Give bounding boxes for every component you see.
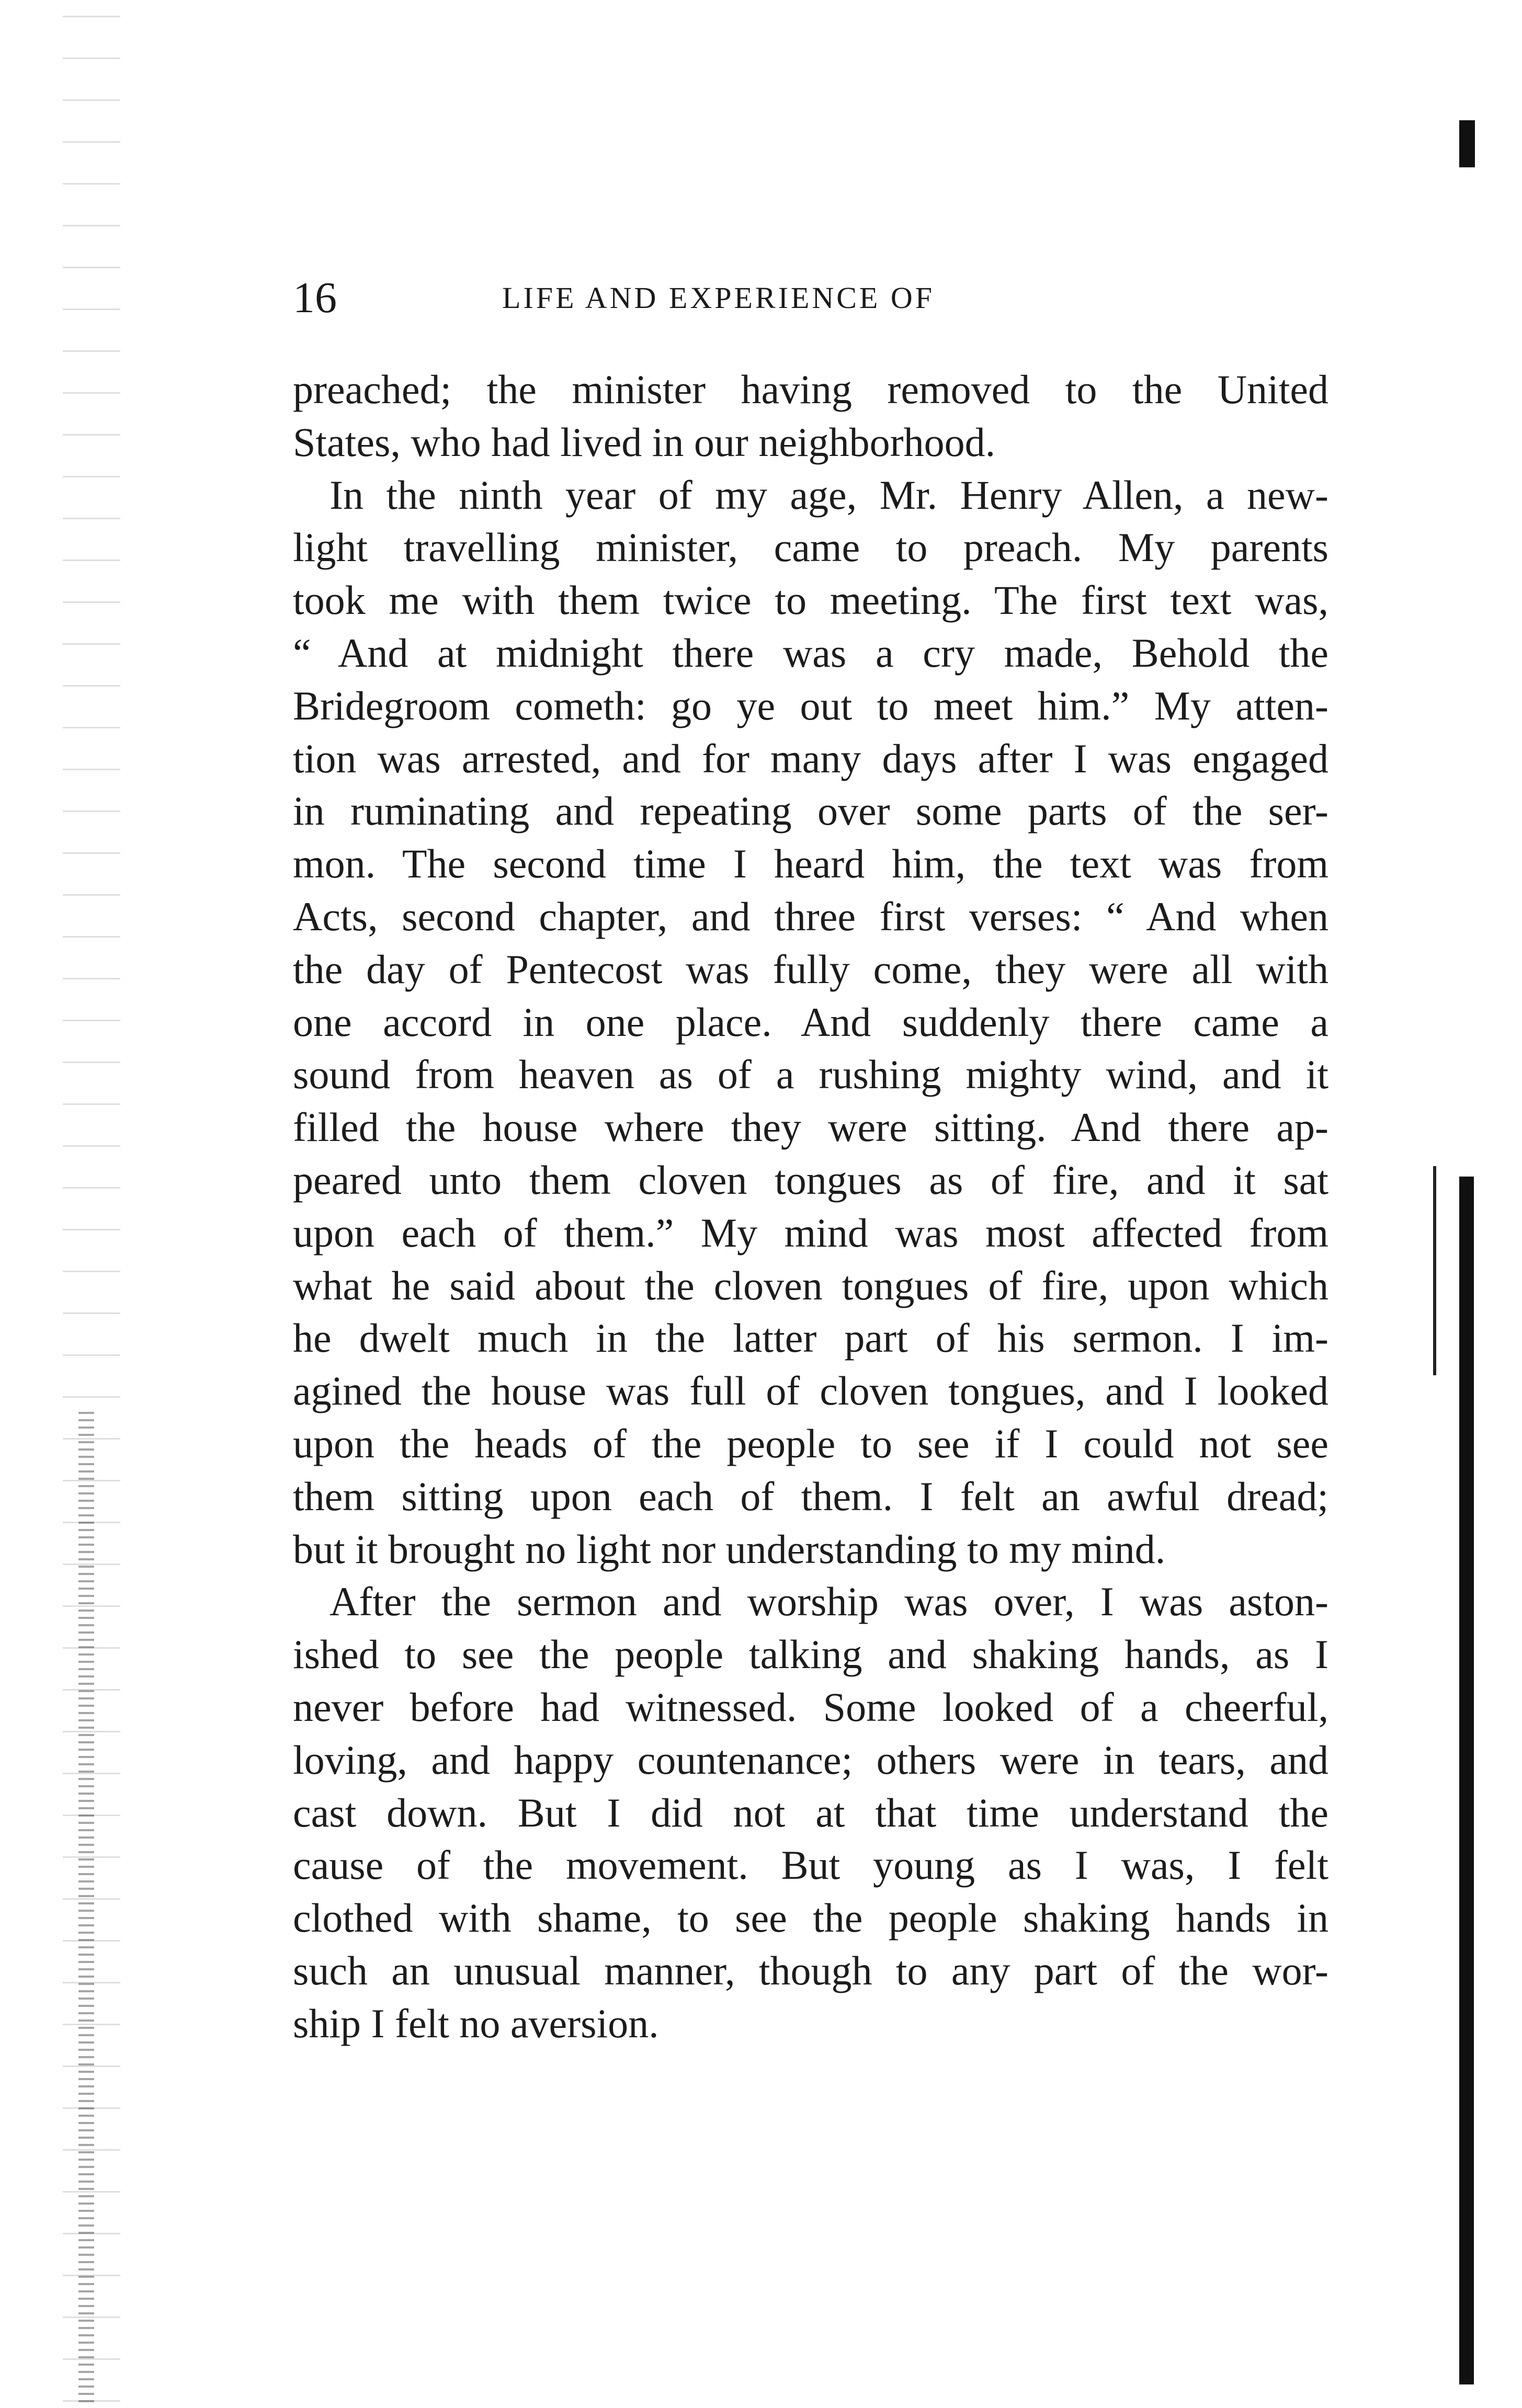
text-line: such an unusual manner, though to any part of the wor-: [293, 1947, 1328, 1993]
text-line: tion was arrested, and for many days after I was engaged: [293, 735, 1328, 781]
text-line: light travelling minister, came to preach. My parents: [293, 524, 1328, 570]
text-line: agined the house was full of cloven tongues, and I looked: [293, 1368, 1328, 1414]
scan-edge-mark: [1459, 120, 1475, 167]
text-line: them sitting upon each of them. I felt an awful dread;: [293, 1473, 1328, 1519]
running-head: LIFE AND EXPERIENCE OF: [502, 281, 935, 315]
text-line: filled the house where they were sitting. And there ap-: [293, 1104, 1328, 1150]
text-line: loving, and happy countenance; others were in tears, and: [293, 1737, 1328, 1783]
text-line: sound from heaven as of a rushing mighty wind, and it: [293, 1052, 1328, 1098]
text-line: upon each of them.” My mind was most affected from: [293, 1209, 1328, 1256]
body-text: [293, 363, 1328, 2050]
text-line: clothed with shame, to see the people shaking hands in: [293, 1895, 1328, 1941]
text-line: ished to see the people talking and shaking hands, as I: [293, 1631, 1328, 1677]
text-line: In the ninth year of my age, Mr. Henry Allen, a new-: [330, 472, 1328, 518]
page-header: [293, 261, 1328, 335]
text-line: cause of the movement. But young as I was, I felt: [293, 1842, 1328, 1888]
text-line: in ruminating and repeating over some parts of the ser-: [293, 788, 1328, 834]
text-line: “ And at midnight there was a cry made, Behold the: [293, 630, 1328, 676]
text-line: Bridegroom cometh: go ye out to meet him.” My atten-: [293, 682, 1328, 728]
text-line: peared unto them cloven tongues as of fire, and it sat: [293, 1157, 1328, 1203]
text-line: what he said about the cloven tongues of fire, upon which: [293, 1262, 1328, 1308]
text-line: ship I felt no aversion.: [293, 2000, 659, 2046]
text-line: cast down. But I did not at that time understand the: [293, 1789, 1328, 1835]
text-line: mon. The second time I heard him, the text was from: [293, 841, 1328, 887]
text-line: took me with them twice to meeting. The first text was,: [293, 577, 1328, 623]
scan-gutter-noise: [78, 1412, 94, 2405]
page-number: 16: [293, 273, 337, 322]
text-line: the day of Pentecost was fully come, they were all with: [293, 946, 1328, 992]
text-line: upon the heads of the people to see if I could not see: [293, 1420, 1328, 1466]
text-line: one accord in one place. And suddenly there came a: [293, 999, 1328, 1045]
scan-edge-line: [1433, 1166, 1436, 1375]
scan-edge-bar: [1459, 1177, 1474, 2384]
text-line: States, who had lived in our neighborhood.: [293, 419, 996, 465]
text-line: he dwelt much in the latter part of his sermon. I im-: [293, 1315, 1328, 1361]
text-line: but it brought no light nor understanding to my mind.: [293, 1526, 1166, 1572]
text-line: preached; the minister having removed to the United: [293, 367, 1328, 412]
text-line: Acts, second chapter, and three first verses: “ And when: [293, 893, 1328, 939]
text-line: never before had witnessed. Some looked of a cheerful,: [293, 1684, 1328, 1730]
text-line: After the sermon and worship was over, I was aston-: [330, 1579, 1328, 1625]
